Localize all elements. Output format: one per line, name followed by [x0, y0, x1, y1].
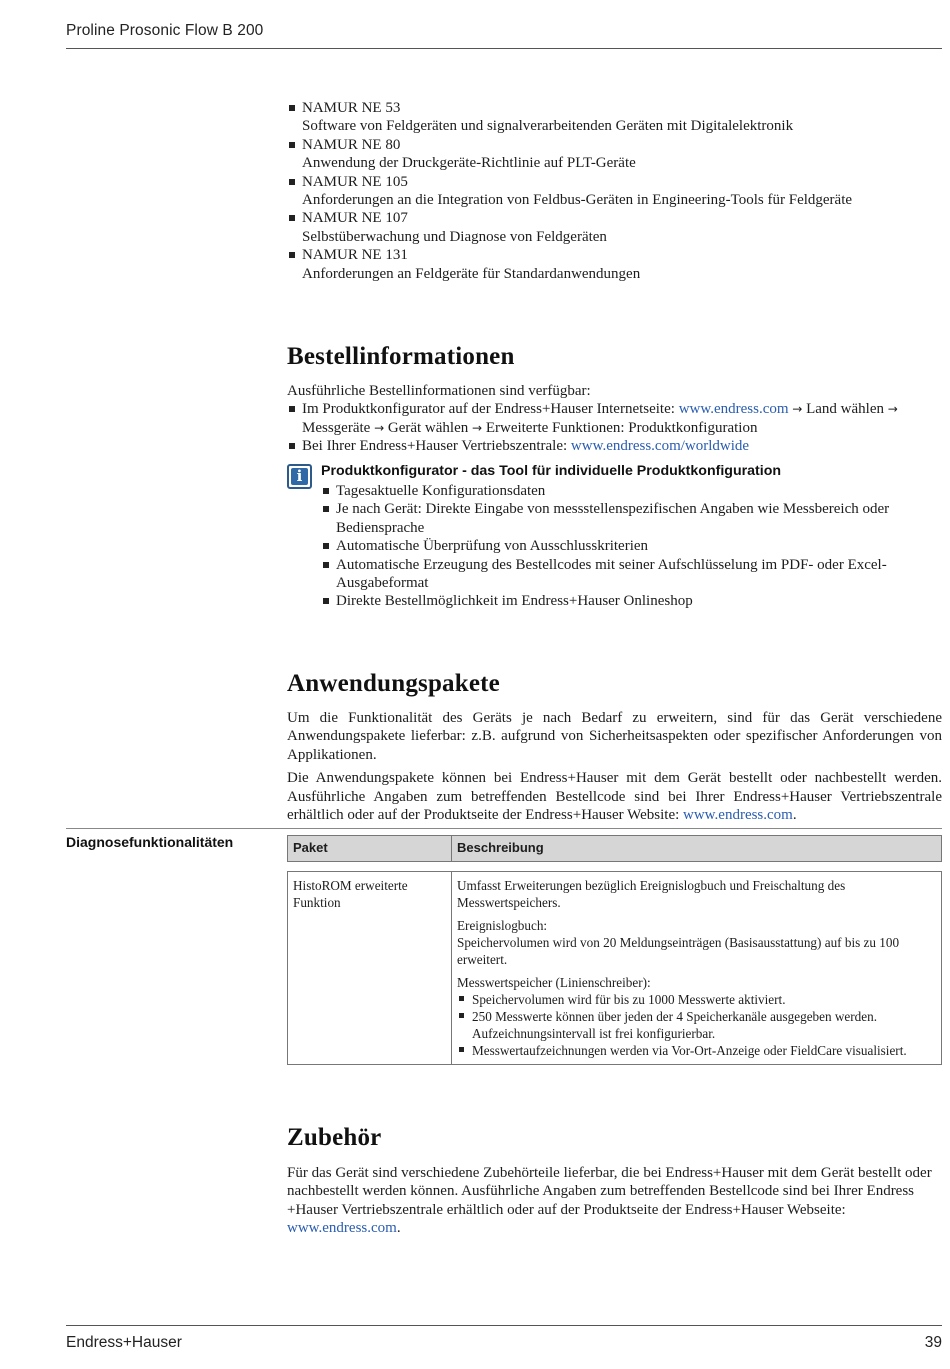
section-rule	[66, 828, 942, 829]
running-header: Proline Prosonic Flow B 200	[66, 22, 264, 39]
list-item: Tagesaktuelle Konfigurationsdaten	[321, 482, 936, 500]
list-item: NAMUR NE 107 Selbstüberwachung und Diagnose von Feldgeräten	[287, 209, 927, 246]
endress-worldwide-link[interactable]: www.endress.com/worldwide	[570, 438, 750, 455]
arrow-right-icon: →	[887, 402, 898, 417]
diagnose-header-table	[287, 835, 942, 862]
info-icon: i	[287, 464, 312, 489]
table-cell-paket: HistoROM erweiterte Funktion	[288, 872, 452, 1065]
side-label-diagnose: Diagnosefunktionalitäten	[66, 834, 234, 850]
diagnose-table	[287, 871, 942, 1065]
section-heading-zubehoer: Zubehör	[287, 1124, 382, 1151]
list-item: Messwertaufzeichnungen werden via Vor-Ort-Anzeige oder FieldCare visualisiert.	[457, 1042, 936, 1059]
list-item: Je nach Gerät: Direkte Eingabe von messstellenspezifischen Angaben wie Messbereich oder Bediensprache	[321, 500, 936, 537]
list-item: NAMUR NE 131 Anforderungen an Feldgeräte für Standardanwendungen	[287, 246, 927, 283]
list-item: Direkte Bestellmöglichkeit im Endress+Hauser Onlineshop	[321, 592, 936, 610]
column-header-paket: Paket	[288, 836, 452, 862]
namur-list	[287, 99, 927, 283]
table-row	[288, 872, 942, 1065]
section-heading-anwendungspakete: Anwendungspakete	[287, 670, 500, 697]
endress-link[interactable]: www.endress.com	[678, 401, 789, 418]
row-intro: Umfasst Erweiterungen bezüglich Ereignislogbuch und Freischaltung des Messwertspeichers.	[457, 878, 846, 910]
endress-link[interactable]: www.endress.com	[683, 807, 793, 824]
anwendung-body	[287, 709, 942, 824]
note-title: Produktkonfigurator - das Tool für individuelle Produktkonfiguration	[321, 463, 782, 479]
zubehoer-para: Für das Gerät sind verschiedene Zubehörteile lieferbar, die bei Endress+Hauser mit dem Gerät bestellt oder nachbestellt werden können. Ausführliche Angaben zum betreffenden Bestellcode sind bei Ihrer Endress +Hauser Vertriebszentrale erhältlich oder auf der Produktseite der Endress+Hauser Webseite: www.endress.com.	[287, 1165, 932, 1237]
list-item: Automatische Erzeugung des Bestellcodes mit seiner Aufschlüsselung im PDF- oder Excel-Ausgabeformat	[321, 556, 936, 593]
arrow-right-icon: →	[472, 420, 483, 435]
anwendung-para-1: Um die Funktionalität des Geräts je nach Bedarf zu erweitern, sind für das Gerät verschiedene Anwendungspakete lieferbar: z.B. aufgrund von Sicherheitsaspekten oder spezifischer Anforderungen von Applikationen.	[287, 710, 942, 763]
table-cell-beschreibung	[452, 872, 942, 1065]
ereignis-text: Speichervolumen wird von 20 Meldungseinträgen (Basisausstattung) auf bis zu 100 erweitert.	[457, 935, 900, 967]
list-item: NAMUR NE 80 Anwendung der Druckgeräte-Richtlinie auf PLT-Geräte	[287, 136, 927, 173]
note-list	[321, 482, 936, 611]
list-item: NAMUR NE 53 Software von Feldgeräten und signalverarbeitenden Geräten mit Digitalelektronik	[287, 99, 927, 136]
list-item: Im Produktkonfigurator auf der Endress+Hauser Internetseite: www.endress.com → Land wählen → Messgeräte → Gerät wählen → Erweiterte Funktionen: Produktkonfiguration	[287, 400, 927, 437]
endress-link[interactable]: www.endress.com	[287, 1220, 397, 1237]
bestell-intro: Ausführliche Bestellinformationen sind verfügbar:	[287, 383, 591, 399]
ereignis-title: Ereignislogbuch:	[457, 918, 548, 933]
messwert-title: Messwertspeicher (Linienschreiber):	[457, 975, 651, 990]
arrow-right-icon: →	[792, 402, 803, 417]
list-item: Speichervolumen wird für bis zu 1000 Messwerte aktiviert.	[457, 991, 936, 1008]
list-item: Automatische Überprüfung von Ausschlusskriterien	[321, 537, 936, 555]
bestell-body	[287, 382, 927, 456]
zubehoer-body	[287, 1164, 942, 1238]
page-number: 39	[924, 1334, 942, 1351]
list-item: NAMUR NE 105 Anforderungen an die Integration von Feldbus-Geräten in Engineering-Tools für Feldgeräte	[287, 173, 927, 210]
arrow-right-icon: →	[374, 420, 385, 435]
list-item: 250 Messwerte können über jeden der 4 Speicherkanäle ausgegeben werden. Aufzeichnungsintervall ist frei konfigurierbar.	[457, 1008, 936, 1042]
footer-company: Endress+Hauser	[66, 1334, 182, 1351]
section-heading-bestellinformationen: Bestellinformationen	[287, 343, 515, 370]
footer-rule	[66, 1325, 942, 1326]
list-item: Bei Ihrer Endress+Hauser Vertriebszentrale: www.endress.com/worldwide	[287, 437, 927, 455]
column-header-beschreibung: Beschreibung	[452, 836, 942, 862]
anwendung-para-2: Die Anwendungspakete können bei Endress+Hauser mit dem Gerät bestellt oder nachbestellt werden. Ausführliche Angaben zum betreffenden Bestellcode sind bei Ihrer Endress+Hauser Vertriebszentrale erhältlich oder auf der Produktseite der Endress+Hauser Website: www.endress.com.	[287, 770, 942, 824]
header-rule	[66, 48, 942, 49]
